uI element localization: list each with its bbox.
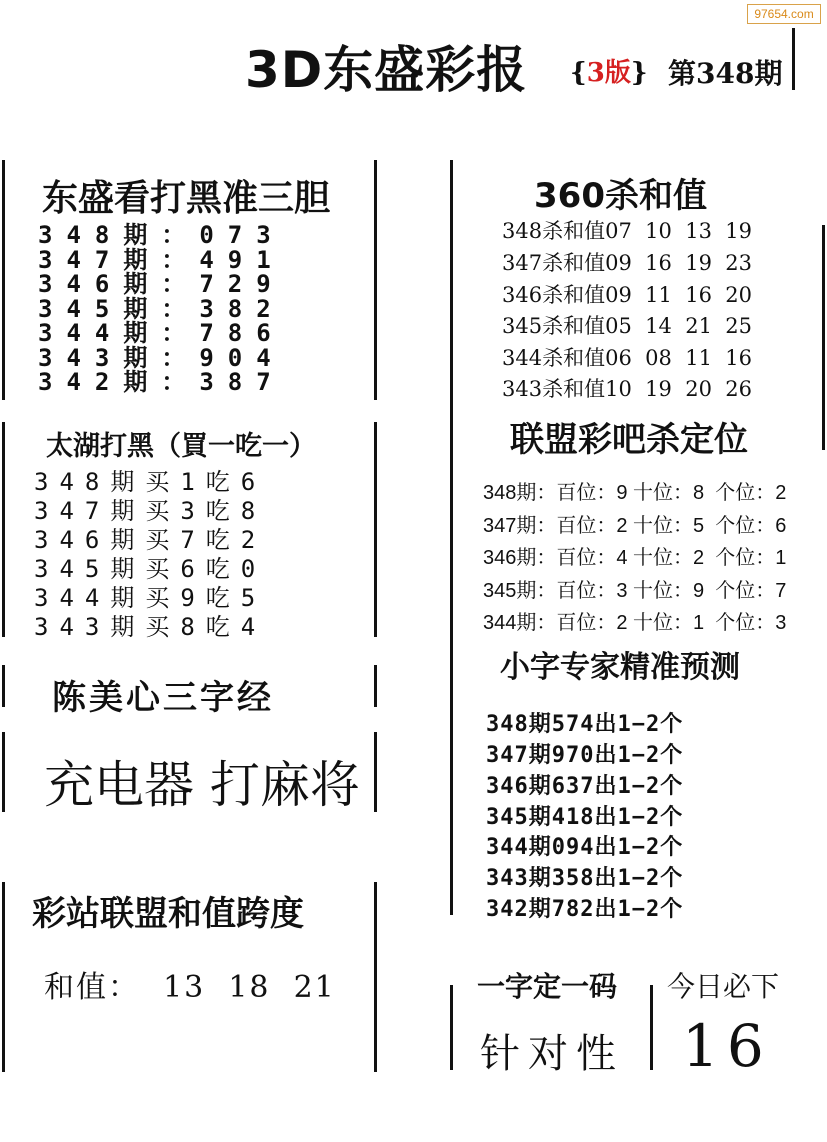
dongsheng-row: 343期：904 [38,344,285,372]
taihu-row: 344期买9吃5 [34,584,267,612]
taihu-row: 345期买6吃0 [34,555,267,583]
xiaozi-title: 小字专家精准预测 [500,650,740,685]
xiaozi-row: 348期574出1−2个 [486,712,684,737]
xiaozi-row: 343期358出1−2个 [486,866,684,891]
site-watermark: 97654.com [747,4,821,24]
taihu-row: 348期买1吃6 [34,468,267,496]
taihu-border-right [374,422,377,637]
taihu-row: 346期买7吃2 [34,526,267,554]
chenmeixin-title: 陈美心三字经 [52,678,274,718]
lianmeng-row: 344期：百位：2 十位：1 个位：3 [483,612,787,634]
lianmeng-title: 联盟彩吧杀定位 [510,420,748,460]
kill360-row: 343杀和值10 19 20 26 [502,377,753,401]
taihu-row: 347期买3吃8 [34,497,267,525]
dingyima-text: 针对性 [480,1031,624,1077]
chenmeixin-text: 充电器 打麻将 [44,756,360,814]
xiaozi-row: 345期418出1−2个 [486,805,684,830]
right-column-border-right [822,225,825,450]
caizhan-title: 彩站联盟和值跨度 [32,894,304,934]
dongsheng-row: 346期：729 [38,270,285,298]
chenmeixin-border-left [2,665,5,707]
bottom-left-header-clip [455,970,645,1003]
newspaper-title: 3D东盛彩报 [245,41,528,99]
lianmeng-row: 345期：百位：3 十位：9 个位：7 [483,580,787,602]
xiaozi-row: 342期782出1−2个 [486,897,684,922]
kill360-row: 348杀和值07 10 13 19 [502,219,753,243]
taihu-border-left [2,422,5,637]
edition-label [570,52,648,89]
kill360-list [450,219,822,405]
kill360-row: 344杀和值06 08 11 16 [502,346,753,370]
chenmeixin-text-border-left [2,732,5,812]
lianmeng-row: 347期：百位：2 十位：5 个位：6 [483,515,787,537]
lianmeng-row: 346期：百位：4 十位：2 个位：1 [483,547,787,569]
bixia-header: 今日必下 [667,970,780,1003]
lianmeng-row: 348期：百位：9 十位：8 个位：2 [483,482,787,504]
dongsheng-row: 345期：382 [38,295,285,323]
caizhan-border-left [2,882,5,1072]
taihu-row: 343期买8吃4 [34,613,267,641]
kill360-row: 345杀和值05 14 21 25 [502,314,753,338]
xiaozi-row: 347期970出1−2个 [486,743,684,768]
chenmeixin-text-border-right [374,732,377,812]
dongsheng-row: 348期：073 [38,221,285,249]
issue-number: 第348期 [668,57,783,90]
dongsheng-row: 347期：491 [38,246,285,274]
dongsheng-row: 342期：387 [38,368,285,396]
bottom-box-divider [650,985,653,1070]
taihu-title: 太湖打黑（買一吃一） [46,431,316,462]
kill360-row: 347杀和值09 16 19 23 [502,251,753,275]
kill360-row: 346杀和值09 11 16 20 [502,283,753,307]
xiaozi-row: 346期637出1−2个 [486,774,684,799]
bixia-value: 16 [682,1012,772,1080]
bottom-box-border-left [450,985,453,1070]
bottom-right-header-clip [655,970,822,1003]
dongsheng-title: 东盛看打黑准三胆 [42,177,331,219]
edition-open-brace: { [570,58,587,88]
dingyima-header: 一字定一码 [477,970,618,1003]
left-column-border-left [2,160,5,400]
edition-close-brace: } [630,58,648,88]
caizhan-sum-values: 和值： 13 18 21 [44,970,336,1005]
kill360-title: 360杀和值 [534,176,707,216]
xiaozi-row: 344期094出1−2个 [486,835,684,860]
left-column-border-right [374,160,377,400]
edition-number: 3版 [586,58,631,88]
dongsheng-row: 344期：786 [38,319,285,347]
chenmeixin-border-right [374,665,377,707]
caizhan-border-right [374,882,377,1072]
header-right-border [792,28,795,90]
